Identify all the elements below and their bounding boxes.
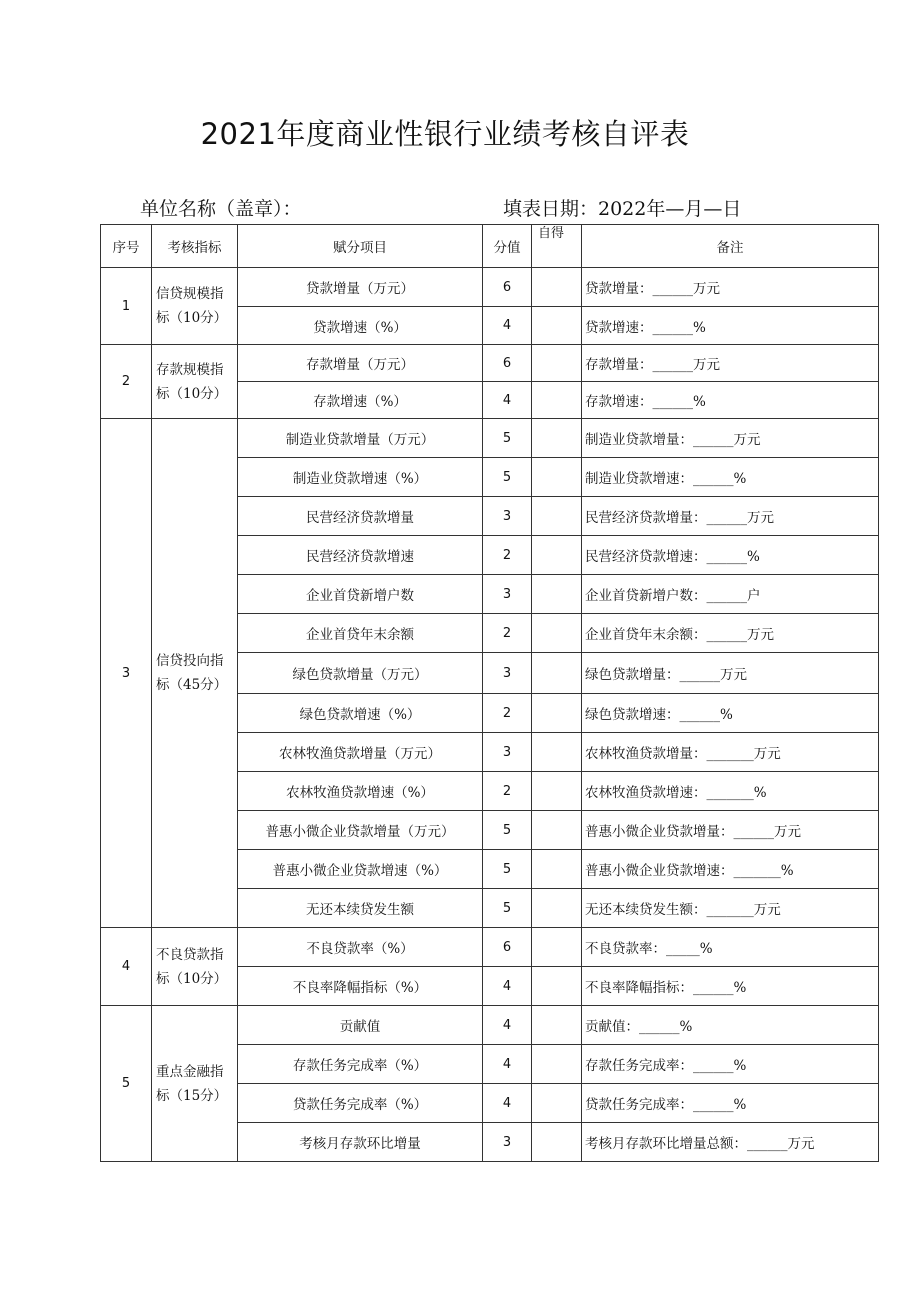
row-self-score-cell[interactable] [532, 889, 582, 928]
row-score: 3 [483, 497, 532, 536]
row-note: 普惠小微企业贷款增速：_______% [582, 850, 879, 889]
row-score: 2 [483, 694, 532, 733]
row-note: 制造业贷款增速：______% [582, 458, 879, 497]
row-item: 贷款增量（万元） [238, 268, 483, 307]
row-score: 5 [483, 458, 532, 497]
header-indicator: 考核指标 [152, 225, 238, 268]
row-note: 制造业贷款增量：______万元 [582, 419, 879, 458]
row-score: 2 [483, 536, 532, 575]
row-score: 3 [483, 733, 532, 772]
row-note: 贡献值：______% [582, 1006, 879, 1045]
row-self-score-cell[interactable] [532, 1123, 582, 1162]
row-self-score-cell[interactable] [532, 733, 582, 772]
row-item: 绿色贷款增量（万元） [238, 653, 483, 694]
row-note: 考核月存款环比增量总额：______万元 [582, 1123, 879, 1162]
row-self-score-cell[interactable] [532, 1045, 582, 1084]
row-self-score-cell[interactable] [532, 382, 582, 419]
row-item: 普惠小微企业贷款增量（万元） [238, 811, 483, 850]
row-self-score-cell[interactable] [532, 345, 582, 382]
row-self-score-cell[interactable] [532, 307, 582, 345]
row-self-score-cell[interactable] [532, 653, 582, 694]
row-note: 民营经济贷款增速：______% [582, 536, 879, 575]
row-category: 信贷投向指标（45分） [152, 419, 238, 928]
row-item: 民营经济贷款增量 [238, 497, 483, 536]
row-item: 农林牧渔贷款增量（万元） [238, 733, 483, 772]
row-self-score-cell[interactable] [532, 614, 582, 653]
row-item: 企业首贷新增户数 [238, 575, 483, 614]
row-item: 制造业贷款增量（万元） [238, 419, 483, 458]
row-category: 不良贷款指标（10分） [152, 928, 238, 1006]
row-self-score-cell[interactable] [532, 268, 582, 307]
row-item: 民营经济贷款增速 [238, 536, 483, 575]
row-note: 农林牧渔贷款增速：_______% [582, 772, 879, 811]
fill-date-label: 填表日期：2022年—月—日 [503, 198, 742, 220]
table-row [101, 928, 879, 967]
table-row [101, 345, 879, 382]
row-score: 6 [483, 928, 532, 967]
table-header-row [101, 225, 879, 268]
row-score: 4 [483, 1084, 532, 1123]
row-item: 企业首贷年末余额 [238, 614, 483, 653]
row-note: 无还本续贷发生额：_______万元 [582, 889, 879, 928]
row-item: 贡献值 [238, 1006, 483, 1045]
row-score: 5 [483, 419, 532, 458]
row-item: 无还本续贷发生额 [238, 889, 483, 928]
table-row [101, 419, 879, 458]
row-note: 存款任务完成率：______% [582, 1045, 879, 1084]
row-note: 企业首贷年末余额：______万元 [582, 614, 879, 653]
row-score: 6 [483, 268, 532, 307]
unit-name-label: 单位名称（盖章）： [140, 198, 302, 220]
row-self-score-cell[interactable] [532, 850, 582, 889]
row-note: 民营经济贷款增量：______万元 [582, 497, 879, 536]
row-item: 农林牧渔贷款增速（%） [238, 772, 483, 811]
row-note: 存款增速：______% [582, 382, 879, 419]
row-score: 4 [483, 1045, 532, 1084]
row-item: 存款任务完成率（%） [238, 1045, 483, 1084]
header-item: 赋分项目 [238, 225, 483, 268]
row-note: 贷款增量：______万元 [582, 268, 879, 307]
header-seq: 序号 [101, 225, 152, 268]
row-self-score-cell[interactable] [532, 536, 582, 575]
row-self-score-cell[interactable] [532, 458, 582, 497]
row-self-score-cell[interactable] [532, 497, 582, 536]
row-self-score-cell[interactable] [532, 772, 582, 811]
row-note: 贷款任务完成率：______% [582, 1084, 879, 1123]
row-score: 2 [483, 772, 532, 811]
row-note: 普惠小微企业贷款增量：______万元 [582, 811, 879, 850]
row-note: 贷款增速：______% [582, 307, 879, 345]
row-item: 考核月存款环比增量 [238, 1123, 483, 1162]
row-score: 2 [483, 614, 532, 653]
row-item: 不良率降幅指标（%） [238, 967, 483, 1006]
table-row [101, 268, 879, 307]
row-item: 绿色贷款增速（%） [238, 694, 483, 733]
row-self-score-cell[interactable] [532, 1006, 582, 1045]
row-score: 4 [483, 967, 532, 1006]
row-item: 不良贷款率（%） [238, 928, 483, 967]
row-seq: 3 [101, 419, 152, 928]
row-score: 4 [483, 1006, 532, 1045]
row-item: 贷款增速（%） [238, 307, 483, 345]
row-category: 存款规模指标（10分） [152, 345, 238, 419]
row-item: 贷款任务完成率（%） [238, 1084, 483, 1123]
row-score: 3 [483, 1123, 532, 1162]
row-seq: 4 [101, 928, 152, 1006]
row-category: 重点金融指标（15分） [152, 1006, 238, 1162]
row-score: 6 [483, 345, 532, 382]
evaluation-table [100, 224, 879, 1162]
row-seq: 5 [101, 1006, 152, 1162]
row-self-score-cell[interactable] [532, 1084, 582, 1123]
row-category: 信贷规模指标（10分） [152, 268, 238, 345]
row-item: 制造业贷款增速（%） [238, 458, 483, 497]
header-score: 分值 [483, 225, 532, 268]
row-item: 存款增速（%） [238, 382, 483, 419]
row-note: 农林牧渔贷款增量：_______万元 [582, 733, 879, 772]
row-note: 绿色贷款增量：______万元 [582, 653, 879, 694]
row-self-score-cell[interactable] [532, 575, 582, 614]
row-note: 绿色贷款增速：______% [582, 694, 879, 733]
table-row [101, 1006, 879, 1045]
row-seq: 1 [101, 268, 152, 345]
row-note: 不良率降幅指标：______% [582, 967, 879, 1006]
row-score: 5 [483, 850, 532, 889]
row-self-score-cell[interactable] [532, 694, 582, 733]
row-self-score-cell[interactable] [532, 967, 582, 1006]
row-score: 5 [483, 811, 532, 850]
header-note: 备注 [582, 225, 879, 268]
row-self-score-cell[interactable] [532, 811, 582, 850]
header-self-score: 自得 [532, 225, 582, 268]
row-score: 4 [483, 382, 532, 419]
row-score: 5 [483, 889, 532, 928]
row-note: 企业首贷新增户数：______户 [582, 575, 879, 614]
page-title: 2021年度商业性银行业绩考核自评表 [200, 117, 690, 151]
row-self-score-cell[interactable] [532, 928, 582, 967]
row-note: 不良贷款率：_____% [582, 928, 879, 967]
row-seq: 2 [101, 345, 152, 419]
row-item: 普惠小微企业贷款增速（%） [238, 850, 483, 889]
row-item: 存款增量（万元） [238, 345, 483, 382]
row-score: 3 [483, 653, 532, 694]
row-score: 4 [483, 307, 532, 345]
row-score: 3 [483, 575, 532, 614]
row-note: 存款增量：______万元 [582, 345, 879, 382]
row-self-score-cell[interactable] [532, 419, 582, 458]
